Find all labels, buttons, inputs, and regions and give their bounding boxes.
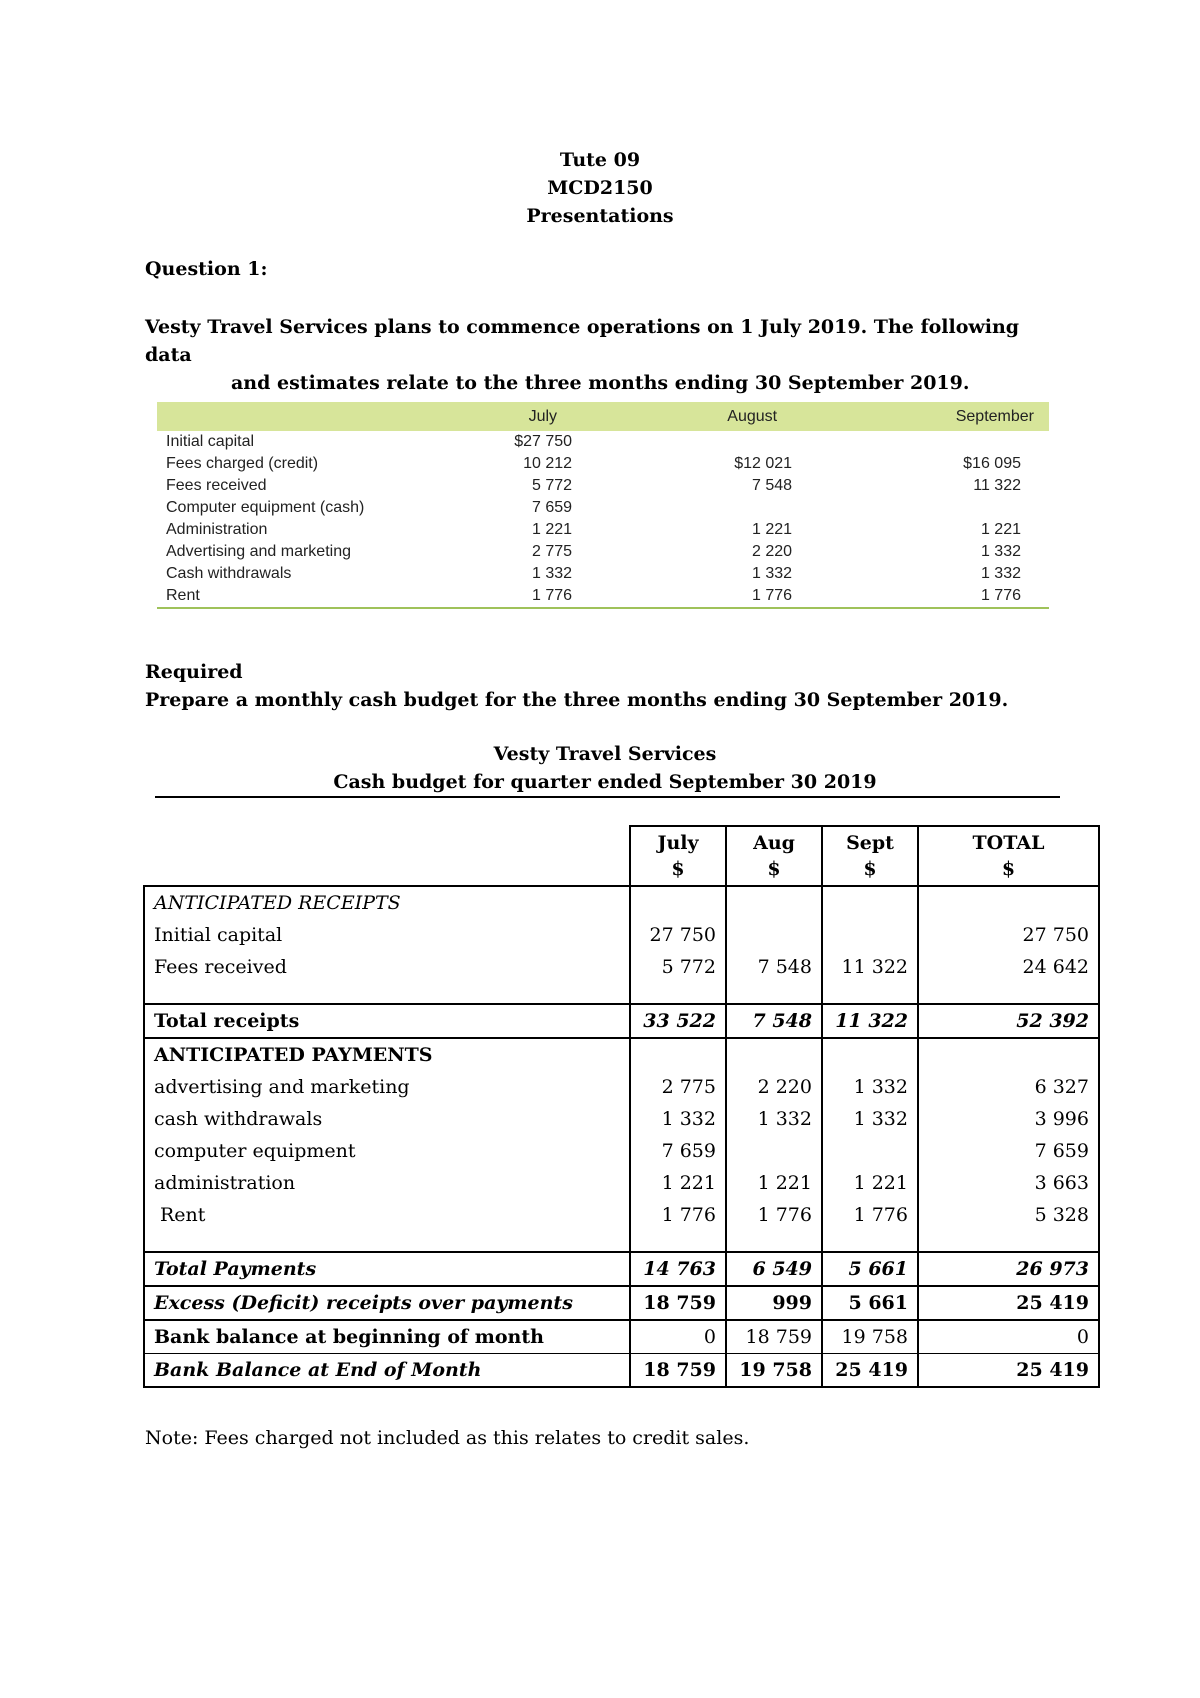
header-total-unit: $ <box>1001 858 1016 880</box>
spacer-cell <box>630 1231 726 1252</box>
total-payments-row <box>144 1252 1099 1286</box>
header-total-label: TOTAL <box>972 832 1045 854</box>
spacer-row <box>144 983 1099 1004</box>
estimates-col-september: September <box>792 402 1049 431</box>
cell-sept: 5 661 <box>822 1252 918 1286</box>
table-row <box>157 585 1049 608</box>
row-label: Fees received <box>166 477 267 494</box>
required-section <box>145 658 1008 714</box>
table-row <box>144 919 1099 951</box>
header-blank-cell <box>144 826 630 886</box>
row-label: cash withdrawals <box>144 1103 630 1135</box>
table-row <box>157 475 1049 497</box>
cell-august: 7 548 <box>752 477 793 494</box>
cell-total <box>918 1038 1099 1071</box>
row-label: Initial capital <box>166 433 255 450</box>
cell-july: 27 750 <box>630 919 726 951</box>
cell-aug: 6 549 <box>726 1252 822 1286</box>
cell-aug: 999 <box>726 1286 822 1320</box>
header-aug-label: Aug <box>753 832 795 854</box>
cell-august: 1 332 <box>752 565 793 582</box>
table-row <box>157 431 1049 453</box>
budget-subtitle: Cash budget for quarter ended September 30 2019 <box>333 771 877 793</box>
cell-sept: 5 661 <box>822 1286 918 1320</box>
cell-aug: 7 548 <box>726 1004 822 1038</box>
cell-sept: 1 332 <box>822 1071 918 1103</box>
spacer-cell <box>630 983 726 1004</box>
cell-september <box>792 431 1049 453</box>
cell-total: 3 663 <box>918 1167 1099 1199</box>
title-underline <box>155 796 1060 798</box>
header-sept <box>822 826 918 886</box>
cell-july: 1 221 <box>630 1167 726 1199</box>
header-july <box>630 826 726 886</box>
header-aug-unit: $ <box>767 858 781 880</box>
receipts-heading: ANTICIPATED RECEIPTS <box>144 886 630 919</box>
required-text: Prepare a monthly cash budget for the three months ending 30 September 2019. <box>145 689 1009 711</box>
row-label: Computer equipment (cash) <box>166 499 365 516</box>
cell-sept <box>822 886 918 919</box>
row-label: Total receipts <box>144 1004 630 1038</box>
cell-sept: 1 332 <box>822 1103 918 1135</box>
cell-july: 7 659 <box>630 1135 726 1167</box>
spacer-cell <box>726 1231 822 1252</box>
cell-sept <box>822 1038 918 1071</box>
cell-august: $12 021 <box>734 455 793 472</box>
cell-aug: 18 759 <box>726 1320 822 1354</box>
spacer-row <box>144 1231 1099 1252</box>
row-label: Rent <box>157 585 428 608</box>
cell-total: 5 328 <box>918 1199 1099 1231</box>
table-row <box>144 951 1099 983</box>
cell-total: 6 327 <box>918 1071 1099 1103</box>
table-row <box>157 541 1049 563</box>
cell-total: 26 973 <box>918 1252 1099 1286</box>
cell-sept: 1 776 <box>822 1199 918 1231</box>
spacer-cell <box>822 983 918 1004</box>
row-label: Administration <box>166 521 268 538</box>
row-label: advertising and marketing <box>144 1071 630 1103</box>
cell-total: 52 392 <box>918 1004 1099 1038</box>
cell-july <box>630 886 726 919</box>
intro-line-1: Vesty Travel Services plans to commence operations on 1 July 2019. The following data <box>145 316 1020 366</box>
cell-july: 5 772 <box>630 951 726 983</box>
cell-total: 25 419 <box>918 1286 1099 1320</box>
cell-september: 11 322 <box>973 477 1021 494</box>
table-row <box>144 1167 1099 1199</box>
question-intro <box>145 313 1065 397</box>
header-sept-label: Sept <box>846 832 894 854</box>
spacer-cell <box>918 983 1099 1004</box>
cell-september: 1 776 <box>792 585 1049 608</box>
cell-total <box>918 886 1099 919</box>
cell-aug: 1 776 <box>726 1199 822 1231</box>
cell-aug <box>726 919 822 951</box>
estimates-col-august: August <box>572 402 792 431</box>
row-label: Bank Balance at End of Month <box>144 1354 630 1388</box>
cell-july: 2 775 <box>531 543 573 560</box>
row-label: Cash withdrawals <box>166 565 292 582</box>
spacer-cell <box>918 1231 1099 1252</box>
total-receipts-row <box>144 1004 1099 1038</box>
bank-end-row <box>144 1354 1099 1388</box>
intro-line-2: and estimates relate to the three months ending 30 September 2019. <box>231 372 970 394</box>
excess-row <box>144 1286 1099 1320</box>
cell-july: 5 772 <box>531 477 573 494</box>
cell-total: 7 659 <box>918 1135 1099 1167</box>
row-label: Initial capital <box>144 919 630 951</box>
cell-aug: 1 332 <box>726 1103 822 1135</box>
budget-header-row <box>144 826 1099 886</box>
cell-august <box>572 431 792 453</box>
unit-code: MCD2150 <box>547 177 653 199</box>
cell-july: 1 221 <box>531 521 573 538</box>
table-row <box>144 1103 1099 1135</box>
cell-total: 3 996 <box>918 1103 1099 1135</box>
header-july-unit: $ <box>671 858 685 880</box>
cell-aug: 1 221 <box>726 1167 822 1199</box>
tute-number: Tute 09 <box>559 149 641 171</box>
company-name: Vesty Travel Services <box>493 743 717 765</box>
header-sept-unit: $ <box>863 858 877 880</box>
cell-aug <box>726 886 822 919</box>
header-total <box>918 826 1099 886</box>
row-label: Excess (Deficit) receipts over payments <box>144 1286 630 1320</box>
cell-september: 1 332 <box>980 543 1021 560</box>
cell-july: 18 759 <box>630 1286 726 1320</box>
table-row <box>157 497 1049 519</box>
estimates-header-row <box>157 402 1049 431</box>
row-label: Fees received <box>144 951 630 983</box>
cell-september <box>792 497 1049 519</box>
cell-sept: 1 221 <box>822 1167 918 1199</box>
cash-budget-table <box>143 825 1100 1388</box>
row-label: Rent <box>144 1199 630 1231</box>
table-row <box>144 1071 1099 1103</box>
spacer-cell <box>726 983 822 1004</box>
cell-sept: 25 419 <box>822 1354 918 1388</box>
cell-july <box>630 1038 726 1071</box>
header-july-label: July <box>657 832 699 854</box>
payments-heading-row <box>144 1038 1099 1071</box>
estimates-col-july: July <box>428 402 572 431</box>
required-heading: Required <box>145 661 243 683</box>
cell-july: 18 759 <box>630 1354 726 1388</box>
estimates-col-label <box>157 402 428 431</box>
cell-july: 1 776 <box>630 1199 726 1231</box>
cell-total: 25 419 <box>918 1354 1099 1388</box>
row-label: Fees charged (credit) <box>166 455 319 472</box>
cell-total: 24 642 <box>918 951 1099 983</box>
row-label: computer equipment <box>144 1135 630 1167</box>
row-label: Advertising and marketing <box>166 543 351 560</box>
question-label: Question 1: <box>145 258 268 280</box>
table-row <box>144 1135 1099 1167</box>
cell-sept: 19 758 <box>822 1320 918 1354</box>
spacer-cell <box>144 983 630 1004</box>
page-header <box>0 146 1200 230</box>
cell-july: 10 212 <box>523 455 573 472</box>
budget-title <box>155 740 1055 796</box>
row-label: administration <box>144 1167 630 1199</box>
cell-sept <box>822 919 918 951</box>
receipts-heading-row <box>144 886 1099 919</box>
cell-july: 7 659 <box>531 499 573 516</box>
table-row <box>157 563 1049 585</box>
cell-september: 1 221 <box>980 521 1021 538</box>
cell-july: 1 776 <box>428 585 572 608</box>
cell-aug: 2 220 <box>726 1071 822 1103</box>
cell-aug: 7 548 <box>726 951 822 983</box>
row-label: Total Payments <box>144 1252 630 1286</box>
cell-july: 1 332 <box>531 565 573 582</box>
spacer-cell <box>822 1231 918 1252</box>
cell-july: 2 775 <box>630 1071 726 1103</box>
cell-sept: 11 322 <box>822 1004 918 1038</box>
cell-sept <box>822 1135 918 1167</box>
spacer-cell <box>144 1231 630 1252</box>
table-row <box>157 453 1049 475</box>
cell-total: 27 750 <box>918 919 1099 951</box>
footnote: Note: Fees charged not included as this relates to credit sales. <box>145 1427 750 1449</box>
cell-july: 0 <box>630 1320 726 1354</box>
topic-title: Presentations <box>526 205 674 227</box>
cell-aug <box>726 1038 822 1071</box>
cell-july: 1 332 <box>630 1103 726 1135</box>
header-aug <box>726 826 822 886</box>
cell-august: 2 220 <box>752 543 793 560</box>
cell-september: 1 332 <box>980 565 1021 582</box>
cell-july: 33 522 <box>630 1004 726 1038</box>
cell-august: 1 221 <box>752 521 793 538</box>
payments-heading: ANTICIPATED PAYMENTS <box>144 1038 630 1071</box>
row-label: Bank balance at beginning of month <box>144 1320 630 1354</box>
estimates-table <box>157 402 1049 609</box>
cell-september: $16 095 <box>963 455 1021 472</box>
cell-august: 1 776 <box>572 585 792 608</box>
bank-begin-row <box>144 1320 1099 1354</box>
cell-aug <box>726 1135 822 1167</box>
cell-aug: 19 758 <box>726 1354 822 1388</box>
table-row <box>157 519 1049 541</box>
cell-july: $27 750 <box>514 433 573 450</box>
cell-july: 14 763 <box>630 1252 726 1286</box>
table-row <box>144 1199 1099 1231</box>
cell-august <box>572 497 792 519</box>
cell-sept: 11 322 <box>822 951 918 983</box>
cell-total: 0 <box>918 1320 1099 1354</box>
